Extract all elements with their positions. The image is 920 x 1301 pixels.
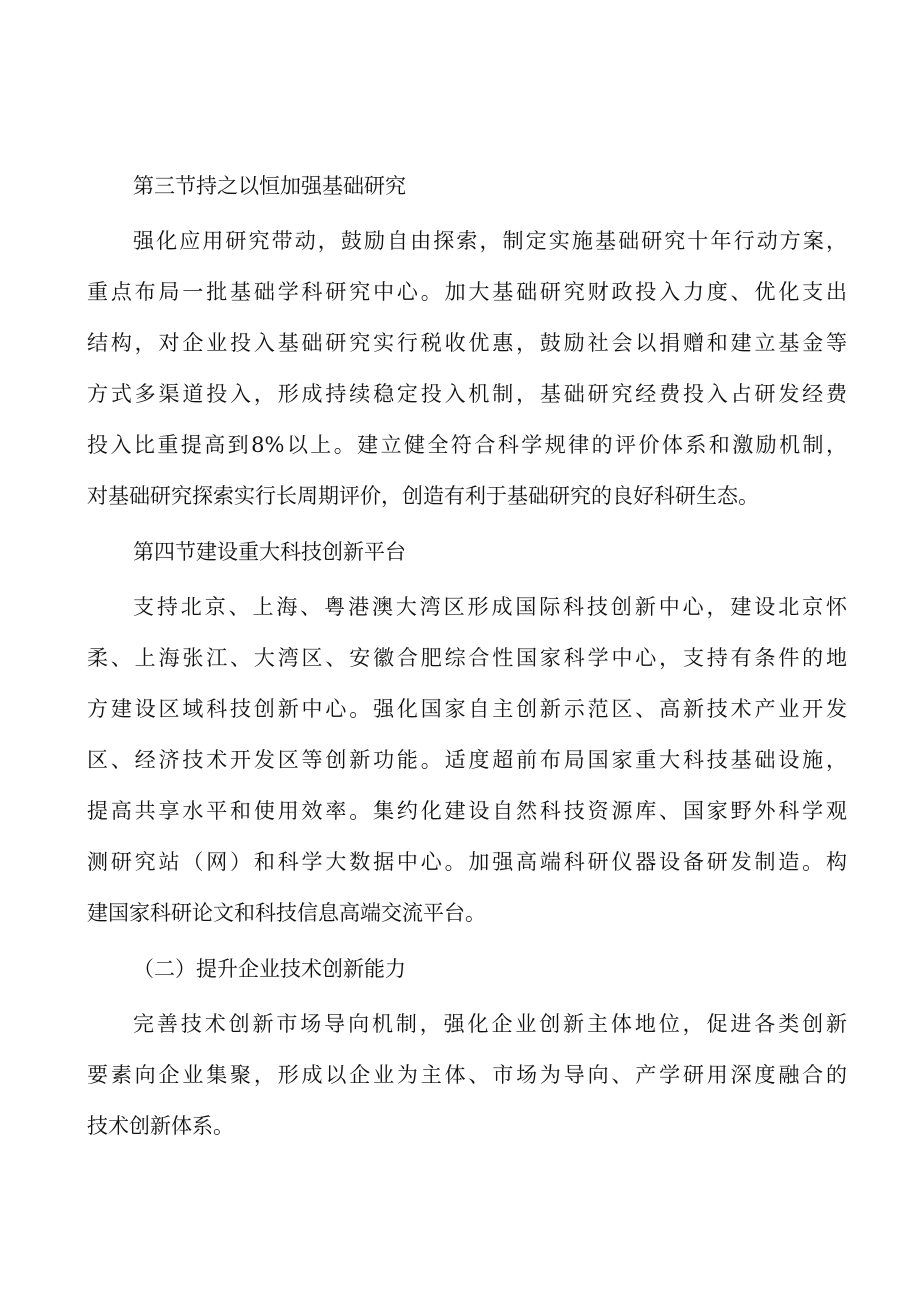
paragraph-line: 柔、上海张江、大湾区、安徽合肥综合性国家科学中心，支持有条件的地 [87, 646, 847, 670]
paragraph-line: 支持北京、上海、粤港澳大湾区形成国际科技创新中心，建设北京怀 [133, 595, 847, 619]
paragraph-line: 对基础研究探索实行长周期评价，创造有利于基础研究的良好科研生态。 [87, 484, 759, 508]
paragraph-line: 投入比重提高到8%以上。建立健全符合科学规律的评价体系和激励机制， [87, 433, 847, 457]
paragraph-line: 测研究站（网）和科学大数据中心。加强高端科研仪器设备研发制造。构 [87, 850, 847, 874]
paragraph-line: 结构，对企业投入基础研究实行税收优惠，鼓励社会以捐赠和建立基金等 [87, 331, 847, 355]
paragraph-line: 建国家科研论文和科技信息高端交流平台。 [87, 901, 486, 925]
paragraph-line: 提高共享水平和使用效率。集约化建设自然科技资源库、国家野外科学观 [87, 799, 847, 823]
paragraph-line: 重点布局一批基础学科研究中心。加大基础研究财政投入力度、优化支出 [87, 280, 847, 304]
paragraph-line: 方建设区域科技创新中心。强化国家自主创新示范区、高新技术产业开发 [87, 697, 847, 721]
paragraph-line: 方式多渠道投入，形成持续稳定投入机制，基础研究经费投入占研发经费 [87, 382, 847, 406]
paragraph-line: 完善技术创新市场导向机制，强化企业创新主体地位，促进各类创新 [133, 1012, 847, 1036]
paragraph-line: 要素向企业集聚，形成以企业为主体、市场为导向、产学研用深度融合的 [87, 1063, 847, 1087]
section-heading-3: 第三节持之以恒加强基础研究 [133, 174, 406, 198]
paragraph-line: 区、经济技术开发区等创新功能。适度超前布局国家重大科技基础设施， [87, 748, 847, 772]
paragraph-line: 技术创新体系。 [87, 1114, 234, 1138]
section-heading-2: （二）提升企业技术创新能力 [133, 957, 406, 981]
section-heading-4: 第四节建设重大科技创新平台 [133, 540, 406, 564]
paragraph-line: 强化应用研究带动，鼓励自由探索，制定实施基础研究十年行动方案， [133, 229, 847, 253]
